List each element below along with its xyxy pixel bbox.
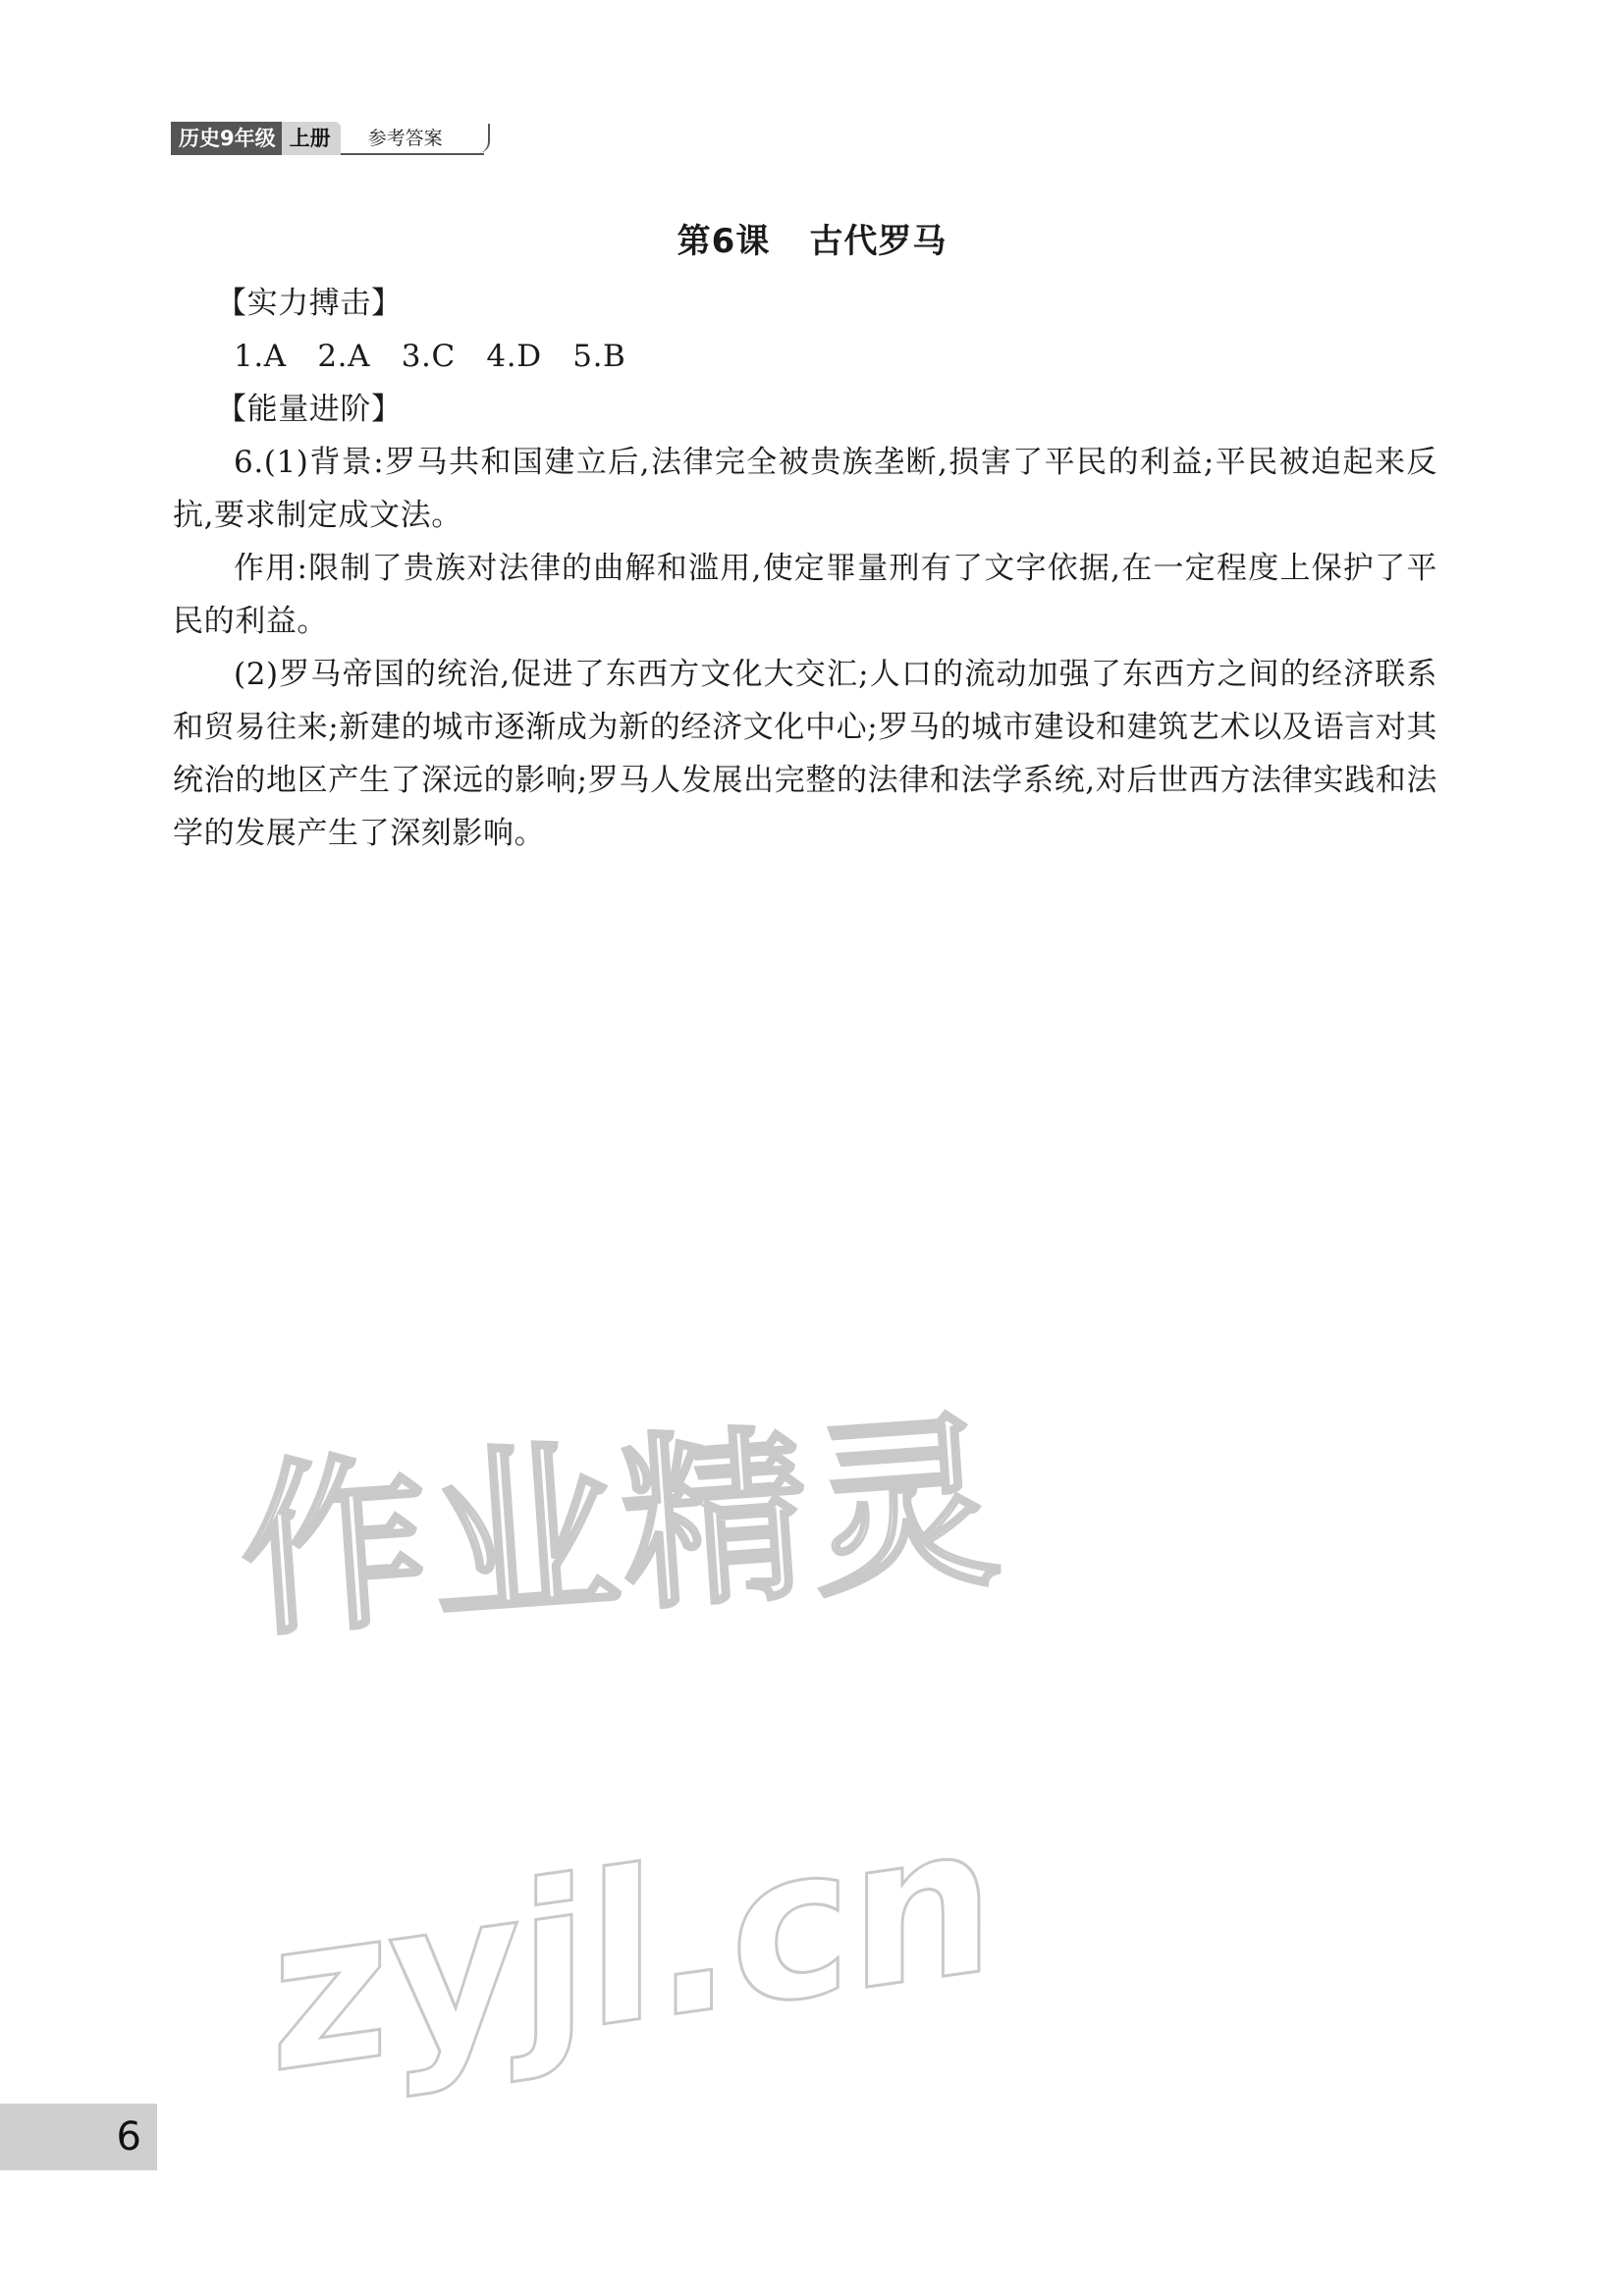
header-subject: 历史9年级 — [171, 122, 282, 155]
header-tag — [171, 122, 484, 155]
lesson-title — [0, 214, 1624, 262]
answer-paragraph: 作用:限制了贵族对法律的曲解和滥用,使定罪量刑有了文字依据,在一定程度上保护了平民的利益。 — [173, 551, 1437, 639]
lesson-name: 古代罗马 — [809, 222, 947, 261]
page-number-label: 6 — [116, 2114, 141, 2160]
answer-paragraph: (2)罗马帝国的统治,促进了东西方文化大交汇;人口的流动加强了东西方之间的经济联系和贸易往来;新建的城市逐渐成为新的经济文化中心;罗马的城市建设和建筑艺术以及语言对其统治的地区产生了深远的影响;罗马人发展出完整的法律和法学系统,对后世西方法律实践和法学的发展产生了深刻影响。 — [173, 657, 1437, 851]
practice-answers: 1.A 2.A 3.C 4.D 5.B — [234, 339, 626, 374]
header-volume: 上册 — [282, 122, 341, 155]
advanced-heading: 【能量进阶】 — [216, 392, 403, 427]
answer-paragraph: 6.(1)背景:罗马共和国建立后,法律完全被贵族垄断,损害了平民的利益;平民被迫起来反抗,要求制定成文法。 — [173, 445, 1437, 533]
brand-watermark: 作业精灵 — [234, 1393, 1009, 1663]
page-number — [0, 2104, 157, 2170]
lesson-number: 第6课 — [677, 222, 771, 261]
domain-watermark: zyjl.cn — [270, 1776, 994, 2120]
header-section: 参考答案 — [341, 122, 484, 155]
practice-heading: 【实力搏击】 — [216, 286, 403, 321]
answer-content — [173, 277, 1437, 860]
